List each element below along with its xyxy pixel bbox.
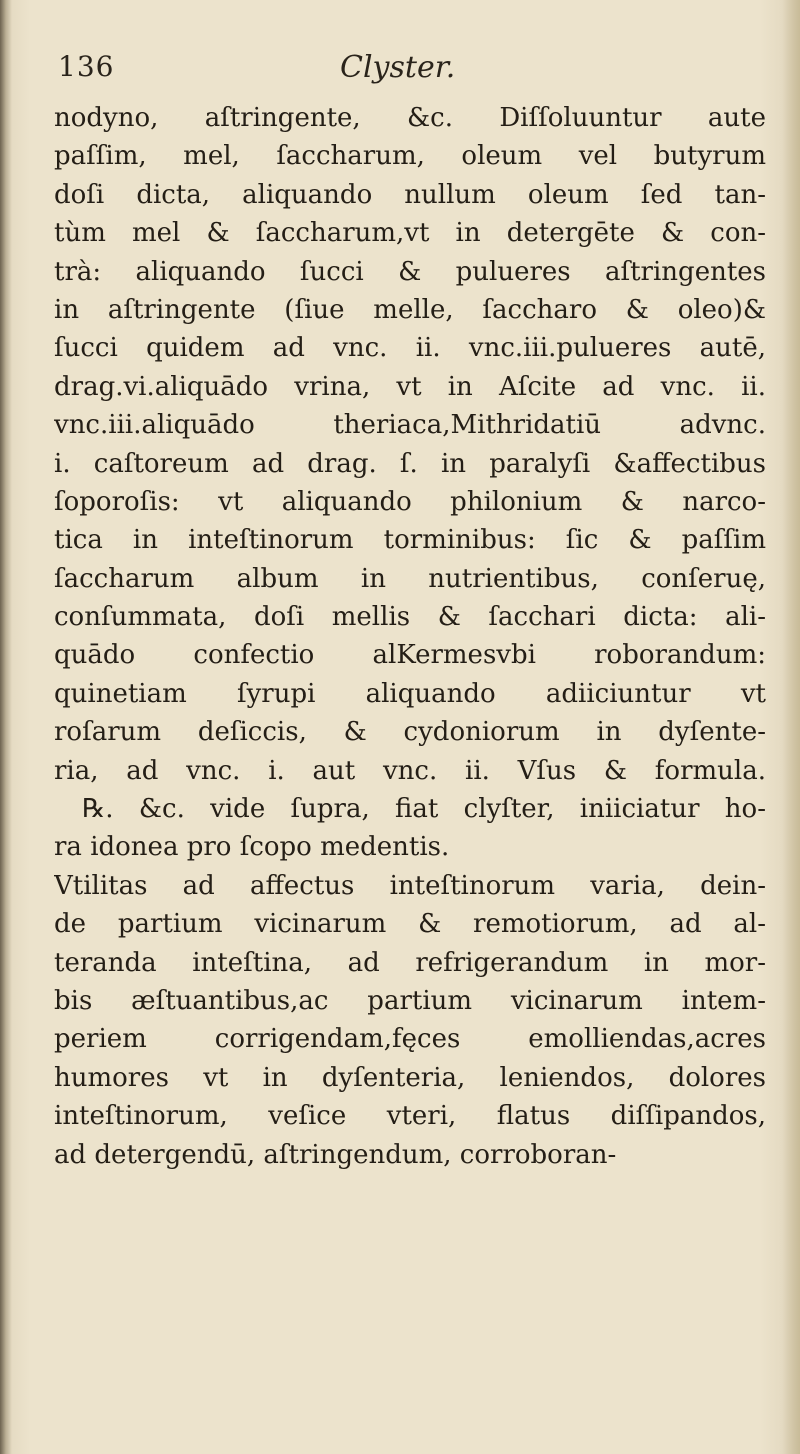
- body-text: [54, 99, 766, 1174]
- text-line-18: ria, ad vnc. i. aut vnc. ii. Vſus & formula.: [54, 755, 766, 786]
- text-line-12: tica in inteſtinorum torminibus: ſic & paſſim: [54, 525, 766, 556]
- text-line-20: ra idonea pro ſcopo medentis.: [54, 832, 450, 863]
- text-line-7: ſucci quidem ad vnc. ii. vnc.iii.pulueres autē,: [54, 333, 766, 364]
- page-gutter-shadow: [0, 0, 12, 1454]
- text-line-10: i. caſtoreum ad drag. ſ. in paralyſi &affectibus: [54, 448, 766, 479]
- text-line-14: conſummata, doſi mellis & ſacchari dicta: ali-: [54, 602, 766, 633]
- text-line-5: trà: aliquando ſucci & pulueres aſtringentes: [54, 256, 766, 287]
- text-line-25: periem corrigendam,fęces emolliendas,acres: [54, 1024, 766, 1055]
- text-line-15: quādo confectio alKermesvbi roborandum:: [54, 640, 766, 671]
- text-line-22: de partium vicinarum & remotiorum, ad al-: [54, 909, 766, 940]
- text-line-11: ſoporoſis: vt aliquando philonium & narco-: [54, 486, 766, 517]
- text-line-8: drag.vi.aliquādo vrina, vt in Aſcite ad vnc. ii.: [54, 371, 766, 402]
- text-line-9: vnc.iii.aliquādo theriaca,Mithridatiū advnc.: [54, 410, 766, 441]
- text-line-27: inteſtinorum, veſice vteri, flatus diſſipandos,: [54, 1101, 766, 1132]
- text-line-17: roſarum deſiccis, & cydoniorum in dyſente-: [54, 717, 766, 748]
- text-line-4: tùm mel & ſaccharum,vt in detergēte & con-: [54, 218, 766, 249]
- text-line-28: ad detergendū, aſtringendum, corroboran-: [54, 1139, 617, 1170]
- text-line-23: teranda inteſtina, ad refrigerandum in mor-: [54, 947, 766, 978]
- running-title: Clyster.: [340, 50, 456, 85]
- text-line-26: humores vt in dyſenteria, leniendos, dolores: [54, 1062, 766, 1093]
- text-line-16: quinetiam ſyrupi aliquando adiiciuntur vt: [54, 678, 766, 709]
- text-line-2: paſſim, mel, ſaccharum, oleum vel butyrum: [54, 141, 766, 172]
- page-number: 136: [58, 50, 115, 83]
- text-line-19: ℞. &c. vide ſupra, fiat clyſter, iniiciatur ho-: [82, 794, 766, 825]
- page-edge-right: [782, 0, 800, 1454]
- text-line-6: in aſtringente (ſiue melle, ſaccharo & oleo)&: [54, 294, 766, 325]
- running-head: [58, 50, 758, 94]
- text-line-21: Vtilitas ad affectus inteſtinorum varia, dein-: [54, 870, 766, 901]
- text-line-13: ſaccharum album in nutrientibus, conſeruę,: [54, 563, 766, 594]
- text-line-24: bis æſtuantibus,ac partium vicinarum intem-: [54, 985, 766, 1016]
- text-line-3: doſi dicta, aliquando nullum oleum ſed tan-: [54, 179, 766, 210]
- text-line-1: nodyno, aſtringente, &c. Diſſoluuntur aute: [54, 103, 766, 133]
